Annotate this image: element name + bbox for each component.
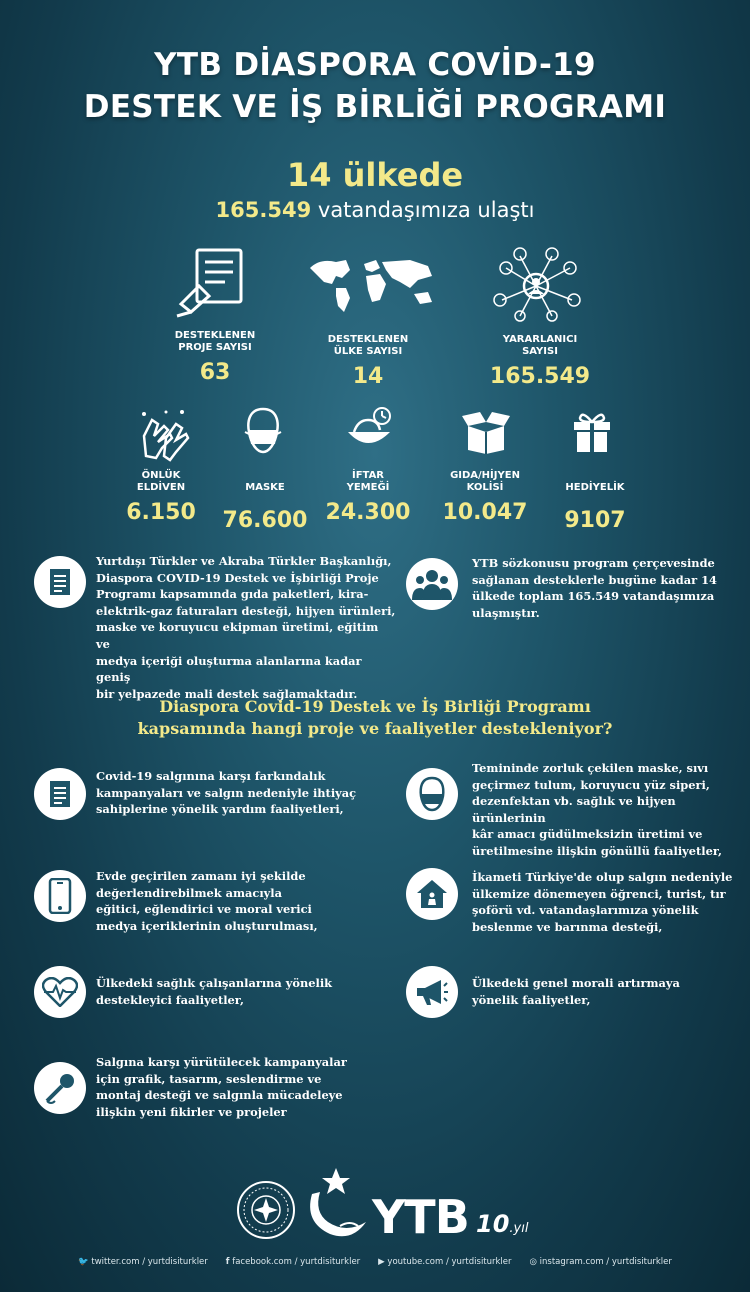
badge-suffix: .yıl (509, 1221, 529, 1236)
stat-label: ÖNLÜK (141, 470, 181, 481)
stat-label: YARARLANICI (502, 334, 578, 345)
subline-text: vatandaşımıza ulaştı (317, 198, 535, 222)
text-line: Salgına karşı yürütülecek kampanyalar (96, 1055, 347, 1069)
stat-value: 24.300 (325, 500, 411, 525)
text-line: Temininde zorluk çekilen maske, sıvı (472, 761, 709, 775)
stat-label: MASKE (245, 482, 285, 493)
people-icon (406, 558, 458, 610)
youtube-icon: ▶ (378, 1257, 385, 1267)
question-line-1: Diaspora Covid-19 Destek ve İş Birliği Programı (159, 697, 591, 716)
twitter-text: twitter.com / yurtdisiturkler (91, 1257, 208, 1267)
item-media (96, 868, 396, 934)
text-line: için grafik, tasarım, seslendirme ve (96, 1071, 322, 1086)
text-line: dezenfektan vb. sağlık ve hijyen ürünlerinin (472, 794, 676, 825)
stat-project-count (150, 330, 280, 385)
stat-country-count (303, 334, 433, 389)
item-morale (472, 975, 742, 1008)
subline-number: 165.549 (215, 198, 312, 222)
youtube-text: youtube.com / yurtdisiturkler (387, 1257, 512, 1267)
stat-value: 63 (199, 360, 231, 385)
microphone-icon (34, 1062, 86, 1114)
stat-gifts (540, 482, 650, 533)
youtube-link[interactable] (378, 1257, 511, 1267)
text-line: sağlanan desteklerle bugüne kadar 14 (472, 572, 717, 587)
text-line: bir yelpazede mali destek sağlamaktadır. (96, 686, 358, 701)
instagram-text: instagram.com / yurtdisiturkler (539, 1257, 672, 1267)
stat-label: PROJE SAYISI (178, 342, 252, 353)
title-line-2: DESTEK VE İŞ BİRLİĞİ PROGRAMI (83, 89, 667, 125)
section-question (60, 696, 690, 740)
item-hygiene-production (472, 760, 742, 860)
intro-right-text (472, 555, 732, 621)
text-line: medya içeriklerinin oluşturulması, (96, 918, 318, 933)
gift-icon (572, 410, 612, 452)
text-line: Diaspora COVID-19 Destek ve İşbirliği Proje (96, 570, 379, 585)
stat-label: ÜLKE SAYISI (333, 346, 403, 357)
item-campaign-design (96, 1054, 396, 1120)
text-line: üretilmesine ilişkin gönüllü faaliyetler, (472, 843, 723, 858)
intro-left-text (96, 553, 396, 702)
text-line: kampanyaları ve salgın nedeniyle ihtiyaç (96, 785, 357, 800)
ytb-10-year-badge (476, 1210, 528, 1238)
item-awareness (96, 768, 396, 818)
heart-pulse-icon (34, 966, 86, 1018)
text-line: ülkemize dönemeyen öğrenci, turist, tır (472, 886, 726, 901)
box-icon (460, 410, 512, 454)
stat-beneficiary-count (470, 334, 610, 389)
gloves-icon (136, 406, 192, 462)
text-line: Covid-19 salgınına karşı farkındalık (96, 769, 326, 783)
document-pen-icon (175, 246, 247, 318)
text-line: değerlendirebilmek amacıyla (96, 885, 282, 900)
text-line: Programı kapsamında gıda paketleri, kira- (96, 587, 369, 602)
facebook-text: facebook.com / yurtdisiturkler (232, 1257, 361, 1267)
text-line: geçirmez tulum, koruyucu yüz siperi, (472, 777, 710, 792)
stat-value: 76.600 (222, 508, 308, 533)
text-line: beslenme ve barınma desteği, (472, 919, 663, 934)
question-line-2: kapsamında hangi proje ve faaliyetler destekleniyor? (137, 719, 613, 738)
subline (0, 198, 750, 222)
stat-label: DESTEKLENEN (174, 330, 256, 341)
stat-value: 6.150 (126, 500, 196, 525)
stat-label: İFTAR (351, 470, 385, 481)
smartphone-icon (34, 870, 86, 922)
text-line: İkameti Türkiye'de olup salgın nedeniyle (472, 870, 733, 884)
text-line: maske ve koruyucu ekipman üretimi, eğitim ve (96, 620, 379, 651)
stat-label: DESTEKLENEN (327, 334, 409, 345)
title-line-1: YTB DİASPORA COVİD-19 (154, 47, 596, 83)
document-icon (34, 556, 86, 608)
instagram-link[interactable] (530, 1257, 672, 1267)
headline: 14 ülkede (286, 156, 464, 194)
instagram-icon: ◎ (529, 1257, 537, 1267)
stat-label: HEDİYELİK (565, 482, 625, 493)
stat-label: ELDİVEN (136, 482, 186, 493)
text-line: YTB sözkonusu program çerçevesinde (472, 556, 715, 570)
mask-icon (243, 406, 283, 456)
text-line: elektrik-gaz faturaları desteği, hijyen ürünleri, (96, 603, 396, 618)
text-line: Ülkedeki sağlık çalışanlarına yönelik (96, 976, 333, 990)
stat-label: SAYISI (522, 346, 558, 357)
stat-food-hygiene (425, 470, 545, 525)
item-health-workers (96, 975, 396, 1008)
stat-iftar (313, 470, 423, 525)
text-line: montaj desteği ve salgınla mücadeleye (96, 1088, 343, 1103)
text-line: yönelik faaliyetler, (472, 992, 591, 1007)
megaphone-icon (406, 966, 458, 1018)
text-line: eğitici, eğlendirici ve moral verici (96, 902, 312, 917)
text-line: Ülkedeki genel morali artırmaya (472, 976, 680, 990)
text-line: şoförü vd. vatandaşlarımıza yönelik (472, 903, 699, 918)
stat-value: 14 (352, 364, 384, 389)
social-links (0, 1257, 750, 1267)
iftar-plate-icon (344, 406, 394, 452)
masked-face-icon (406, 768, 458, 820)
world-map-icon (306, 256, 438, 314)
text-line: ilişkin yeni fikirler ve projeler (96, 1104, 287, 1119)
text-line: ulaşmıştır. (472, 605, 540, 620)
text-line: Yurtdışı Türkler ve Akraba Türkler Başkanlığı, (96, 554, 392, 568)
text-line: ülkede toplam 165.549 vatandaşımıza (472, 589, 715, 604)
stat-label: KOLİSİ (466, 482, 504, 493)
ministry-seal-logo (236, 1180, 296, 1240)
text-line: sahiplerine yönelik yardım faaliyetleri, (96, 802, 344, 817)
twitter-link[interactable] (78, 1257, 208, 1267)
stat-label: GIDA/HİJYEN (450, 470, 520, 481)
facebook-link[interactable] (226, 1257, 360, 1267)
text-line: kâr amacı güdülmeksizin üretimi ve (472, 827, 703, 842)
text-line: destekleyici faaliyetler, (96, 992, 244, 1007)
ytb-crescent-star-logo (300, 1164, 372, 1242)
document-icon (34, 768, 86, 820)
stat-value: 10.047 (442, 500, 528, 525)
badge-number: 10 (476, 1210, 510, 1238)
stat-value: 9107 (564, 508, 626, 533)
home-icon (406, 868, 458, 920)
facebook-icon: f (225, 1257, 230, 1267)
twitter-icon: 🐦 (78, 1257, 89, 1267)
stat-masks (210, 482, 320, 533)
network-people-icon (490, 246, 582, 322)
ytb-logo-text: YTB (372, 1190, 469, 1244)
stat-label: YEMEĞİ (346, 482, 390, 493)
text-line: medya içeriği oluşturma alanlarına kadar geniş (96, 653, 362, 685)
page-title (0, 44, 750, 128)
stat-value: 165.549 (489, 364, 591, 389)
text-line: Evde geçirilen zamanı iyi şekilde (96, 869, 306, 883)
item-shelter-support (472, 869, 742, 935)
stat-gloves (106, 470, 216, 525)
